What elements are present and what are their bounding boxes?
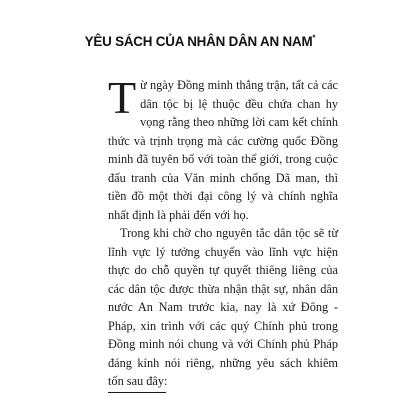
footnote-marker: *: [312, 33, 316, 43]
paragraph-2-text: Trong khi chờ cho nguyên tắc dân tộc sẽ từ lĩnh vực lý tưởng chuyển vào lĩnh vực hiện thực do chỗ quyền tự quyết thiêng liêng của các dân tộc được thừa nhận thật sự, nhân dân nước An Nam trước kia, nay là xứ Đông - Pháp, xin trình với các quý Chính phủ trong Đồng minh nói chung và với Chính phủ Pháp đáng kính nói riêng, những yêu sách khiêm tốn sau đây:: [108, 226, 338, 388]
drop-cap: T: [108, 72, 137, 123]
footnote-divider: [108, 392, 166, 393]
body-text: [108, 72, 338, 391]
paragraph-2: [108, 224, 338, 391]
paragraph-1: [108, 72, 338, 224]
paragraph-1-text: ừ ngày Đồng minh thắng trận, tất cả các dân tộc bị lệ thuộc đều chứa chan hy vọng rằng theo những lời cam kết chính thức và trịnh trọng mà các cường quốc Đồng minh đã tuyên bố với toàn thể giới, trong cuộc đấu tranh của Văn minh chống Dã man, thì tiền đồ một thời đại công lý và chính nghĩa nhất định là phải đến với họ.: [108, 78, 338, 222]
document-title: [0, 34, 400, 49]
document-title-text: YÊU SÁCH CỦA NHÂN DÂN AN NAM: [84, 34, 313, 49]
